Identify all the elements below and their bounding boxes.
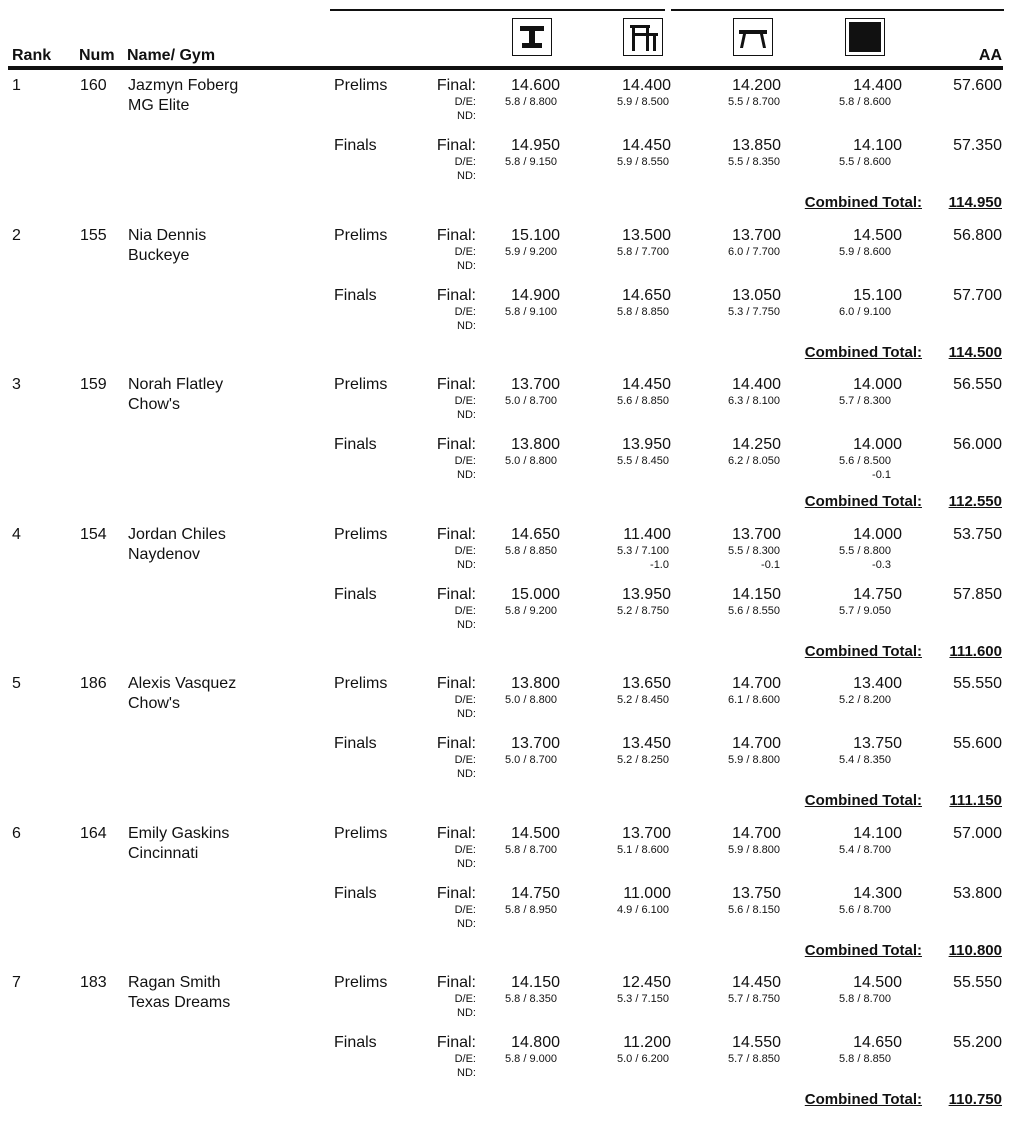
- combined-total-value: 110.750: [948, 1091, 1002, 1108]
- event-score: 13.700: [622, 825, 671, 842]
- combined-total-label: Combined Total:: [804, 1091, 922, 1108]
- rank-cell: 4: [12, 526, 21, 543]
- event-score: 13.700: [732, 227, 781, 244]
- all-around-score: 53.750: [953, 526, 1002, 543]
- nd-label: ND:: [457, 559, 476, 571]
- combined-total-label: Combined Total:: [804, 493, 922, 510]
- event-score: 13.400: [853, 675, 902, 692]
- uneven-bars-column-header: [623, 18, 663, 56]
- floor-exercise-column-header: [845, 18, 885, 56]
- difficulty-execution: 5.0 / 8.800: [505, 455, 557, 467]
- round-label: Finals: [334, 1034, 377, 1051]
- header-rule-left: [330, 9, 665, 11]
- gym-name: Texas Dreams: [128, 994, 231, 1011]
- nd-label: ND:: [457, 708, 476, 720]
- event-score: 14.900: [511, 287, 560, 304]
- difficulty-execution: 5.2 / 8.450: [617, 694, 669, 706]
- difficulty-execution: 5.1 / 8.600: [617, 844, 669, 856]
- round-label: Finals: [334, 436, 377, 453]
- nd-label: ND:: [457, 619, 476, 631]
- all-around-score: 53.800: [953, 885, 1002, 902]
- difficulty-execution: 5.8 / 7.700: [617, 246, 669, 258]
- event-score: 14.100: [853, 137, 902, 154]
- round-label: Finals: [334, 287, 377, 304]
- rank-cell: 2: [12, 227, 21, 244]
- event-score: 13.700: [511, 735, 560, 752]
- final-label: Final:: [436, 735, 476, 752]
- athlete-name: Nia Dennis: [128, 227, 207, 244]
- rank-cell: 3: [12, 376, 21, 393]
- difficulty-execution: 5.7 / 8.750: [728, 993, 780, 1005]
- difficulty-execution: 5.0 / 8.700: [505, 754, 557, 766]
- final-label: Final:: [436, 77, 476, 94]
- event-score: 14.400: [853, 77, 902, 94]
- difficulty-execution: 5.0 / 8.700: [505, 395, 557, 407]
- athlete-row: [0, 524, 1024, 674]
- round-label: Finals: [334, 586, 377, 603]
- rank-cell: 7: [12, 974, 21, 991]
- difficulty-execution: 5.9 / 8.800: [728, 754, 780, 766]
- difficulty-execution: 6.2 / 8.050: [728, 455, 780, 467]
- event-score: 13.850: [732, 137, 781, 154]
- event-score: 14.400: [732, 376, 781, 393]
- athlete-row: [0, 374, 1024, 524]
- event-score: 13.500: [622, 227, 671, 244]
- event-score: 13.950: [622, 586, 671, 603]
- final-label: Final:: [436, 137, 476, 154]
- all-around-score: 56.550: [953, 376, 1002, 393]
- difficulty-execution: 5.6 / 8.500: [839, 455, 891, 467]
- num-cell: 159: [80, 376, 107, 393]
- num-column-header: Num: [79, 47, 115, 64]
- event-score: 13.650: [622, 675, 671, 692]
- de-label: D/E:: [454, 694, 476, 706]
- athlete-row: [0, 673, 1024, 823]
- difficulty-execution: 5.5 / 8.350: [728, 156, 780, 168]
- round-label: Prelims: [334, 77, 388, 94]
- final-label: Final:: [436, 227, 476, 244]
- event-score: 15.000: [511, 586, 560, 603]
- difficulty-execution: 5.9 / 8.500: [617, 96, 669, 108]
- aa-column-header: AA: [978, 47, 1002, 64]
- event-score: 13.800: [511, 436, 560, 453]
- combined-total-label: Combined Total:: [804, 344, 922, 361]
- difficulty-execution: 5.5 / 8.700: [728, 96, 780, 108]
- difficulty-execution: 5.0 / 8.800: [505, 694, 557, 706]
- rank-cell: 6: [12, 825, 21, 842]
- round-label: Finals: [334, 885, 377, 902]
- nd-label: ND:: [457, 469, 476, 481]
- event-score: 14.000: [853, 526, 902, 543]
- all-around-score: 55.600: [953, 735, 1002, 752]
- difficulty-execution: 5.8 / 9.150: [505, 156, 557, 168]
- difficulty-execution: 5.9 / 8.550: [617, 156, 669, 168]
- final-label: Final:: [436, 586, 476, 603]
- difficulty-execution: 5.3 / 7.100: [617, 545, 669, 557]
- round-label: Prelims: [334, 227, 388, 244]
- event-score: 13.450: [622, 735, 671, 752]
- all-around-score: 55.550: [953, 974, 1002, 991]
- event-score: 14.250: [732, 436, 781, 453]
- nd-label: ND:: [457, 1067, 476, 1079]
- gym-name: Naydenov: [128, 546, 201, 563]
- de-label: D/E:: [454, 904, 476, 916]
- rank-cell: 1: [12, 77, 21, 94]
- combined-total-value: 110.800: [948, 942, 1002, 959]
- round-label: Finals: [334, 735, 377, 752]
- gym-name: Chow's: [128, 695, 180, 712]
- event-score: 14.450: [622, 137, 671, 154]
- difficulty-execution: 5.6 / 8.150: [728, 904, 780, 916]
- event-score: 14.150: [732, 586, 781, 603]
- de-label: D/E:: [454, 754, 476, 766]
- athlete-row: [0, 75, 1024, 225]
- name-gym-column-header: Name/ Gym: [127, 47, 216, 64]
- nd-label: ND:: [457, 1007, 476, 1019]
- nd-label: ND:: [457, 170, 476, 182]
- event-score: 14.450: [622, 376, 671, 393]
- num-cell: 164: [80, 825, 107, 842]
- all-around-score: 56.800: [953, 227, 1002, 244]
- difficulty-execution: 6.0 / 9.100: [839, 306, 891, 318]
- num-cell: 155: [80, 227, 107, 244]
- difficulty-execution: 5.8 / 8.350: [505, 993, 557, 1005]
- event-score: 13.800: [511, 675, 560, 692]
- event-score: 13.700: [732, 526, 781, 543]
- header-divider: [8, 66, 1003, 70]
- athlete-name: Jordan Chiles: [128, 526, 226, 543]
- de-label: D/E:: [454, 844, 476, 856]
- combined-total-value: 114.500: [948, 344, 1002, 361]
- final-label: Final:: [436, 974, 476, 991]
- athlete-row: [0, 225, 1024, 375]
- combined-total-value: 111.150: [949, 792, 1002, 809]
- combined-total-value: 114.950: [948, 194, 1002, 211]
- balance-beam-column-header: [733, 18, 773, 56]
- round-label: Prelims: [334, 675, 388, 692]
- de-label: D/E:: [454, 455, 476, 467]
- round-label: Prelims: [334, 526, 388, 543]
- difficulty-execution: 5.8 / 8.800: [505, 96, 557, 108]
- event-score: 14.450: [732, 974, 781, 991]
- de-label: D/E:: [454, 395, 476, 407]
- event-score: 14.650: [622, 287, 671, 304]
- round-label: Prelims: [334, 825, 388, 842]
- event-score: 11.400: [623, 526, 671, 543]
- athlete-name: Alexis Vasquez: [128, 675, 237, 692]
- all-around-score: 55.550: [953, 675, 1002, 692]
- rank-column-header: Rank: [12, 47, 52, 64]
- gym-name: Chow's: [128, 396, 180, 413]
- final-label: Final:: [436, 825, 476, 842]
- neutral-deduction: -0.1: [761, 559, 780, 571]
- athlete-name: Ragan Smith: [128, 974, 221, 991]
- event-score: 14.500: [511, 825, 560, 842]
- difficulty-execution: 5.7 / 8.850: [728, 1053, 780, 1065]
- difficulty-execution: 5.8 / 8.850: [839, 1053, 891, 1065]
- combined-total-label: Combined Total:: [804, 643, 922, 660]
- final-label: Final:: [436, 885, 476, 902]
- de-label: D/E:: [454, 1053, 476, 1065]
- gym-name: MG Elite: [128, 97, 190, 114]
- event-score: 14.700: [732, 825, 781, 842]
- athlete-name: Norah Flatley: [128, 376, 224, 393]
- difficulty-execution: 4.9 / 6.100: [617, 904, 669, 916]
- difficulty-execution: 5.5 / 8.800: [839, 545, 891, 557]
- neutral-deduction: -0.3: [872, 559, 891, 571]
- round-label: Prelims: [334, 376, 388, 393]
- balance-beam-icon: [736, 24, 770, 50]
- event-score: 14.700: [732, 675, 781, 692]
- de-label: D/E:: [454, 993, 476, 1005]
- difficulty-execution: 5.7 / 9.050: [839, 605, 891, 617]
- event-score: 11.200: [623, 1034, 671, 1051]
- difficulty-execution: 5.2 / 8.250: [617, 754, 669, 766]
- event-score: 14.400: [622, 77, 671, 94]
- event-score: 14.100: [853, 825, 902, 842]
- difficulty-execution: 5.8 / 8.850: [617, 306, 669, 318]
- event-score: 14.650: [853, 1034, 902, 1051]
- round-label: Finals: [334, 137, 377, 154]
- nd-label: ND:: [457, 768, 476, 780]
- difficulty-execution: 5.8 / 9.200: [505, 605, 557, 617]
- nd-label: ND:: [457, 320, 476, 332]
- nd-label: ND:: [457, 110, 476, 122]
- final-label: Final:: [436, 376, 476, 393]
- nd-label: ND:: [457, 260, 476, 272]
- round-label: Prelims: [334, 974, 388, 991]
- event-score: 14.600: [511, 77, 560, 94]
- difficulty-execution: 6.0 / 7.700: [728, 246, 780, 258]
- de-label: D/E:: [454, 605, 476, 617]
- difficulty-execution: 5.9 / 9.200: [505, 246, 557, 258]
- de-label: D/E:: [454, 156, 476, 168]
- difficulty-execution: 5.2 / 8.200: [839, 694, 891, 706]
- uneven-bars-icon: [626, 22, 660, 52]
- de-label: D/E:: [454, 545, 476, 557]
- final-label: Final:: [436, 675, 476, 692]
- final-label: Final:: [436, 436, 476, 453]
- difficulty-execution: 5.3 / 7.750: [728, 306, 780, 318]
- event-score: 15.100: [511, 227, 560, 244]
- difficulty-execution: 5.3 / 7.150: [617, 993, 669, 1005]
- difficulty-execution: 5.9 / 8.800: [728, 844, 780, 856]
- de-label: D/E:: [454, 306, 476, 318]
- num-cell: 160: [80, 77, 107, 94]
- difficulty-execution: 5.7 / 8.300: [839, 395, 891, 407]
- difficulty-execution: 5.8 / 9.000: [505, 1053, 557, 1065]
- difficulty-execution: 5.8 / 8.700: [505, 844, 557, 856]
- event-score: 12.450: [622, 974, 671, 991]
- event-score: 15.100: [853, 287, 902, 304]
- athlete-name: Jazmyn Foberg: [128, 77, 239, 94]
- event-score: 14.700: [732, 735, 781, 752]
- event-score: 13.700: [511, 376, 560, 393]
- combined-total-value: 111.600: [949, 643, 1002, 660]
- de-label: D/E:: [454, 246, 476, 258]
- event-score: 14.950: [511, 137, 560, 154]
- difficulty-execution: 5.9 / 8.600: [839, 246, 891, 258]
- difficulty-execution: 5.8 / 8.850: [505, 545, 557, 557]
- neutral-deduction: -1.0: [650, 559, 669, 571]
- difficulty-execution: 5.5 / 8.450: [617, 455, 669, 467]
- event-score: 14.750: [853, 586, 902, 603]
- difficulty-execution: 5.8 / 9.100: [505, 306, 557, 318]
- difficulty-execution: 5.6 / 8.550: [728, 605, 780, 617]
- athlete-row: [0, 972, 1024, 1122]
- difficulty-execution: 5.8 / 8.700: [839, 993, 891, 1005]
- difficulty-execution: 5.4 / 8.700: [839, 844, 891, 856]
- event-score: 14.800: [511, 1034, 560, 1051]
- event-score: 14.500: [853, 227, 902, 244]
- difficulty-execution: 5.0 / 6.200: [617, 1053, 669, 1065]
- difficulty-execution: 5.8 / 8.950: [505, 904, 557, 916]
- combined-total-label: Combined Total:: [804, 194, 922, 211]
- num-cell: 154: [80, 526, 107, 543]
- difficulty-execution: 6.3 / 8.100: [728, 395, 780, 407]
- nd-label: ND:: [457, 858, 476, 870]
- event-score: 14.550: [732, 1034, 781, 1051]
- vault-icon: [517, 24, 547, 50]
- difficulty-execution: 5.5 / 8.600: [839, 156, 891, 168]
- nd-label: ND:: [457, 918, 476, 930]
- de-label: D/E:: [454, 96, 476, 108]
- difficulty-execution: 5.6 / 8.850: [617, 395, 669, 407]
- event-score: 14.000: [853, 376, 902, 393]
- difficulty-execution: 5.6 / 8.700: [839, 904, 891, 916]
- gym-name: Buckeye: [128, 247, 190, 264]
- combined-total-label: Combined Total:: [804, 942, 922, 959]
- num-cell: 186: [80, 675, 107, 692]
- athlete-name: Emily Gaskins: [128, 825, 230, 842]
- all-around-score: 57.850: [953, 586, 1002, 603]
- all-around-score: 55.200: [953, 1034, 1002, 1051]
- difficulty-execution: 5.8 / 8.600: [839, 96, 891, 108]
- all-around-score: 57.600: [953, 77, 1002, 94]
- event-score: 14.200: [732, 77, 781, 94]
- event-score: 14.300: [853, 885, 902, 902]
- all-around-score: 57.000: [953, 825, 1002, 842]
- event-score: 13.750: [732, 885, 781, 902]
- difficulty-execution: 6.1 / 8.600: [728, 694, 780, 706]
- event-score: 14.000: [853, 436, 902, 453]
- difficulty-execution: 5.4 / 8.350: [839, 754, 891, 766]
- event-score: 14.150: [511, 974, 560, 991]
- athlete-row: [0, 823, 1024, 973]
- combined-total-label: Combined Total:: [804, 792, 922, 809]
- all-around-score: 57.700: [953, 287, 1002, 304]
- final-label: Final:: [436, 287, 476, 304]
- all-around-score: 57.350: [953, 137, 1002, 154]
- event-score: 14.500: [853, 974, 902, 991]
- combined-total-value: 112.550: [948, 493, 1002, 510]
- final-label: Final:: [436, 1034, 476, 1051]
- header-rule-right: [671, 9, 1004, 11]
- nd-label: ND:: [457, 409, 476, 421]
- event-score: 14.750: [511, 885, 560, 902]
- num-cell: 183: [80, 974, 107, 991]
- difficulty-execution: 5.2 / 8.750: [617, 605, 669, 617]
- difficulty-execution: 5.5 / 8.300: [728, 545, 780, 557]
- event-score: 13.950: [622, 436, 671, 453]
- final-label: Final:: [436, 526, 476, 543]
- neutral-deduction: -0.1: [872, 469, 891, 481]
- event-score: 14.650: [511, 526, 560, 543]
- event-score: 11.000: [623, 885, 671, 902]
- vault-column-header: [512, 18, 552, 56]
- event-score: 13.750: [853, 735, 902, 752]
- all-around-score: 56.000: [953, 436, 1002, 453]
- floor-exercise-icon: [849, 22, 881, 52]
- gym-name: Cincinnati: [128, 845, 199, 862]
- event-score: 13.050: [732, 287, 781, 304]
- rank-cell: 5: [12, 675, 21, 692]
